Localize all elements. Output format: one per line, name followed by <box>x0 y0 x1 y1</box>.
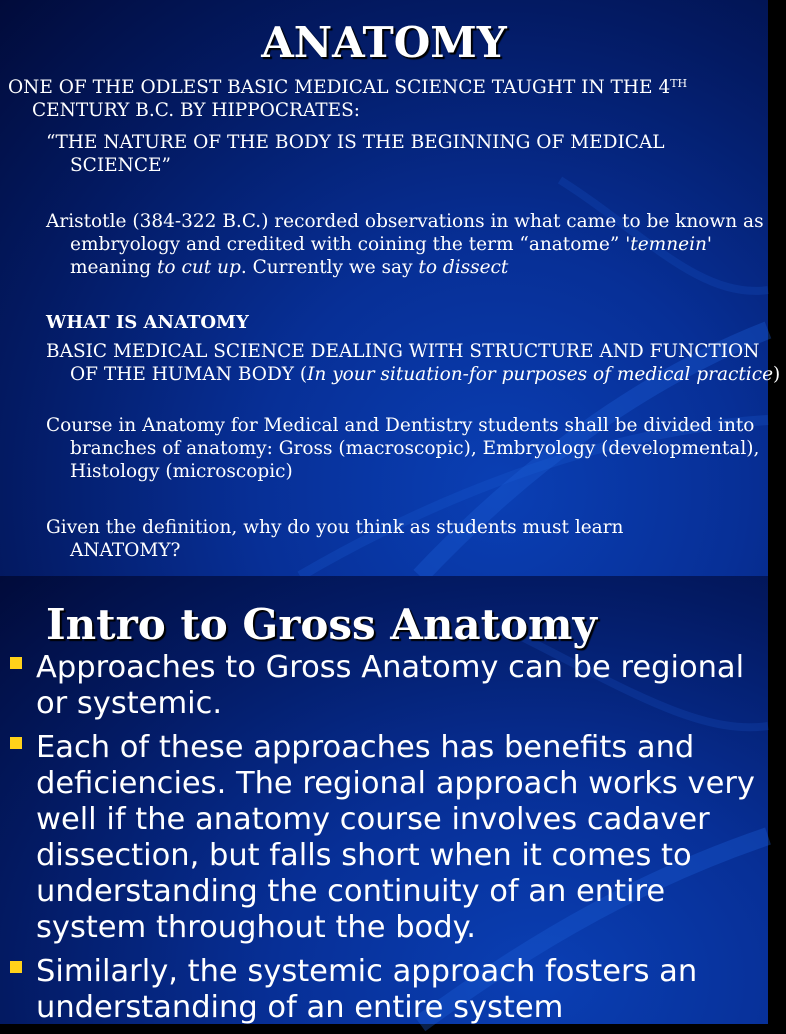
aristotle-paragraph: Aristotle (384-322 B.C.) recorded observations in what came to be known as embryology and credited with coining the term “anatome” 'temnein' meaning to cut up. Currently we say to dissect <box>46 211 764 278</box>
slide-gross-anatomy <box>0 576 768 1024</box>
bullet-square-icon <box>10 657 22 669</box>
bullet-list <box>0 650 768 1034</box>
what-is-anatomy-heading: WHAT IS ANATOMY <box>46 312 249 333</box>
intro-text: ONE OF THE ODLEST BASIC MEDICAL SCIENCE TAUGHT IN THE 4TH CENTURY B.C. BY HIPPOCRATES: <box>8 77 688 121</box>
course-paragraph: Course in Anatomy for Medical and Dentistry students shall be divided into branches of anatomy: Gross (macroscopic), Embryology (developmental), Histology (microscopic) <box>46 415 760 482</box>
definition-paragraph: BASIC MEDICAL SCIENCE DEALING WITH STRUCTURE AND FUNCTION OF THE HUMAN BODY (In your situation-for purposes of medical practice) <box>46 341 781 385</box>
bullet-square-icon <box>10 737 22 749</box>
question-paragraph: Given the definition, why do you think as students must learn ANATOMY? <box>46 517 624 561</box>
hippocrates-quote: “THE NATURE OF THE BODY IS THE BEGINNING OF MEDICAL SCIENCE” <box>46 132 665 176</box>
slide-title: Intro to Gross Anatomy <box>46 600 597 649</box>
list-item: Similarly, the systemic approach fosters an understanding of an entire system <box>0 954 768 1026</box>
slide-title: ANATOMY <box>261 18 507 67</box>
list-item: Approaches to Gross Anatomy can be regional or systemic. <box>0 650 768 722</box>
bullet-square-icon <box>10 961 22 973</box>
list-item: Each of these approaches has benefits and deficiencies. The regional approach works very well if the anatomy course involves cadaver dissection, but falls short when it comes to understanding the continuity of an entire system throughout the body. <box>0 730 768 946</box>
